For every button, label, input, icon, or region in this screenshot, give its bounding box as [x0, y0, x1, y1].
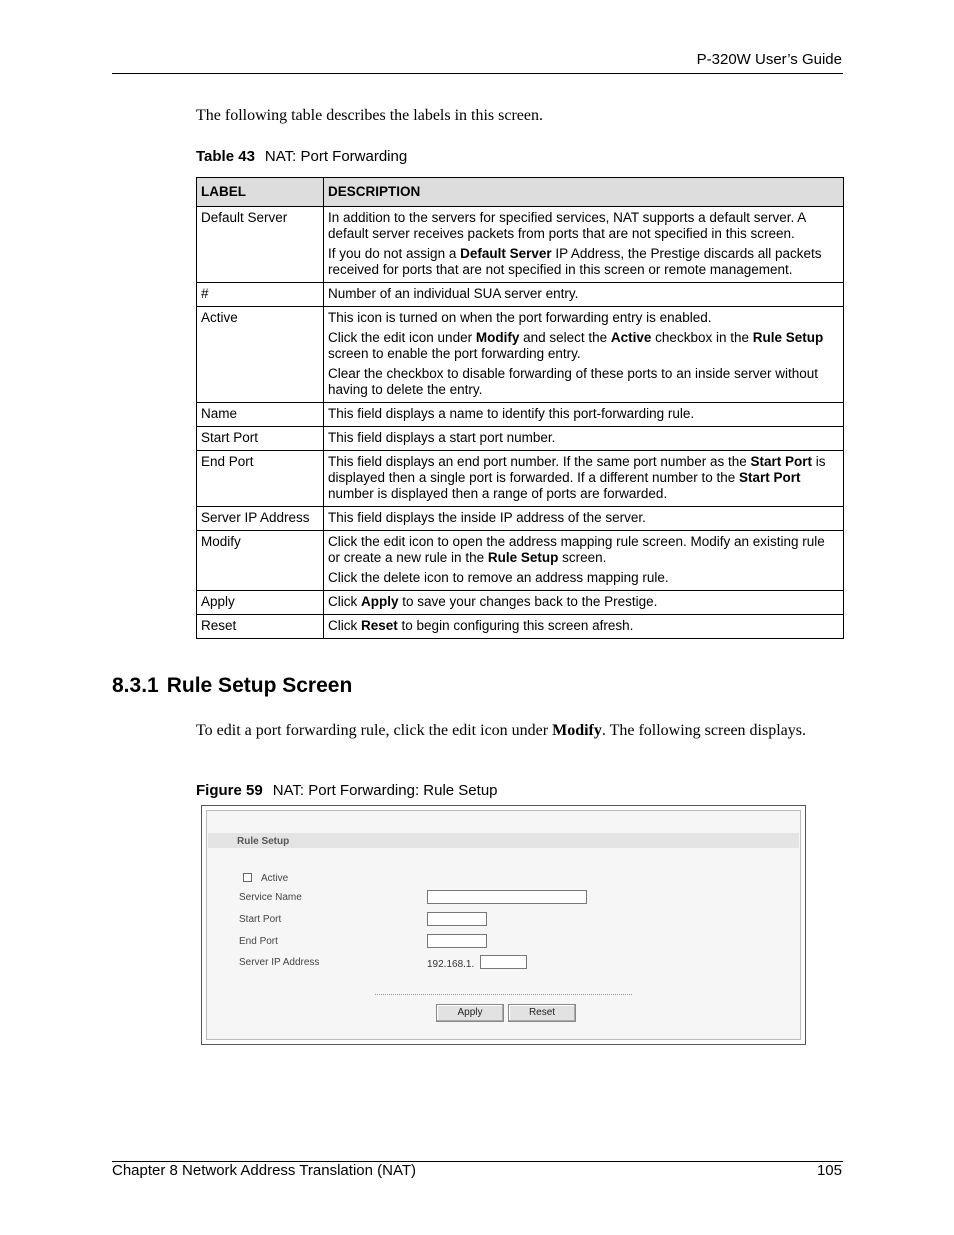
table-row-description: [324, 427, 844, 451]
table-caption-number: Table 43: [196, 148, 255, 165]
service-name-label: Service Name: [239, 892, 302, 903]
dotted-separator: [375, 994, 632, 995]
description-text: Click the edit icon to open the address mapping rule screen. Modify an existing rule or create a new rule in the: [328, 534, 825, 565]
description-text: Click: [328, 618, 361, 633]
table-caption: [196, 148, 407, 165]
active-checkbox[interactable]: [243, 873, 252, 882]
section-heading: [112, 674, 352, 698]
description-paragraph: [328, 618, 839, 634]
label-column-header: LABEL: [197, 178, 324, 207]
description-text: Click: [328, 594, 361, 609]
table-row-label: Apply: [197, 591, 324, 615]
apply-button[interactable]: Apply: [436, 1004, 504, 1022]
reset-button[interactable]: Reset: [508, 1004, 576, 1022]
end-port-input[interactable]: [427, 934, 487, 948]
footer-chapter: Chapter 8 Network Address Translation (NAT): [112, 1162, 417, 1179]
table-row: [197, 207, 844, 283]
description-text: Click the delete icon to remove an address mapping rule.: [328, 570, 669, 585]
description-paragraph: [328, 510, 839, 526]
description-paragraph: [328, 534, 839, 566]
body-text-part: . The following screen displays.: [601, 722, 806, 739]
start-port-input[interactable]: [427, 912, 487, 926]
figure-caption: [196, 782, 498, 799]
body-text-bold: Modify: [552, 722, 602, 739]
table-row-label: End Port: [197, 451, 324, 507]
description-bold-term: Apply: [361, 594, 399, 609]
table-row: [197, 615, 844, 639]
table-caption-title: NAT: Port Forwarding: [264, 148, 408, 165]
footer-page-number: 105: [816, 1162, 842, 1179]
description-text: to begin configuring this screen afresh.: [397, 618, 634, 633]
table-body: [197, 207, 844, 639]
description-bold-term: Reset: [361, 618, 398, 633]
description-text: This field displays a start port number.: [328, 430, 556, 445]
table-row-label: Active: [197, 307, 324, 403]
description-bold-term: Rule Setup: [752, 330, 824, 345]
table-row-label: Modify: [197, 531, 324, 591]
description-text: If you do not assign a: [328, 246, 461, 261]
description-paragraph: [328, 570, 839, 586]
description-text: number is displayed then a range of ports are forwarded.: [328, 486, 668, 501]
description-text: is displayed then a single port is forwarded. If a different number to the: [328, 454, 826, 485]
table-row: [197, 591, 844, 615]
section-title: Rule Setup Screen: [166, 674, 353, 697]
description-text: This field displays a name to identify this port-forwarding rule.: [328, 406, 695, 421]
description-bold-term: Default Server: [460, 246, 552, 261]
section-number: 8.3.1: [112, 674, 159, 697]
table-row-label: Default Server: [197, 207, 324, 283]
description-paragraph: [328, 406, 839, 422]
table-row: [197, 507, 844, 531]
description-bold-term: Modify: [475, 330, 520, 345]
section-body-text: [196, 720, 836, 741]
description-paragraph: [328, 286, 839, 302]
description-paragraph: [328, 310, 839, 326]
table-row-description: [324, 531, 844, 591]
description-text: In addition to the servers for specified services, NAT supports a default server. A default server receives packets from ports that are not specified in this screen.: [328, 210, 806, 241]
description-text: Number of an individual SUA server entry.: [328, 286, 579, 301]
table-row-description: [324, 615, 844, 639]
description-bold-term: Start Port: [750, 454, 812, 469]
table-row-description: [324, 307, 844, 403]
table-row-description: [324, 451, 844, 507]
description-paragraph: [328, 430, 839, 446]
description-paragraph: [328, 366, 839, 398]
description-text: Clear the checkbox to disable forwarding of these ports to an inside server without having to delete the entry.: [328, 366, 819, 397]
description-bold-term: Active: [610, 330, 652, 345]
table-row: [197, 403, 844, 427]
description-text: screen.: [558, 550, 607, 565]
description-text: checkbox in the: [651, 330, 753, 345]
rule-setup-title: Rule Setup: [237, 836, 290, 847]
description-text: This field displays the inside IP address of the server.: [328, 510, 646, 525]
description-text: to save your changes back to the Prestige.: [398, 594, 658, 609]
description-text: IP Address, the Prestige discards all packets received for ports that are not specified in this screen or remote management.: [328, 246, 822, 277]
description-text: This icon is turned on when the port forwarding entry is enabled.: [328, 310, 712, 325]
body-text-part: To edit a port forwarding rule, click the edit icon under: [196, 722, 553, 739]
description-paragraph: [328, 330, 839, 362]
rule-setup-title-bar: [208, 833, 799, 848]
description-bold-term: Start Port: [739, 470, 801, 485]
description-bold-term: Rule Setup: [487, 550, 559, 565]
description-text: and select the: [519, 330, 611, 345]
description-paragraph: [328, 454, 839, 502]
table-row: [197, 531, 844, 591]
active-label: Active: [261, 873, 289, 884]
table-row-description: [324, 591, 844, 615]
description-paragraph: [328, 210, 839, 242]
description-text: Click the edit icon under: [328, 330, 476, 345]
description-text: This field displays an end port number. If the same port number as the: [328, 454, 751, 469]
table-row-label: Server IP Address: [197, 507, 324, 531]
table-row-label: Start Port: [197, 427, 324, 451]
labels-table: [196, 177, 844, 639]
server-ip-last-octet-input[interactable]: [480, 955, 527, 969]
rule-setup-screenshot: [201, 805, 806, 1045]
table-row: [197, 307, 844, 403]
table-row: [197, 451, 844, 507]
end-port-label: End Port: [239, 936, 278, 947]
figure-caption-number: Figure 59: [196, 782, 263, 799]
start-port-label: Start Port: [239, 914, 282, 925]
server-ip-label: Server IP Address: [239, 957, 320, 968]
table-row-label: Reset: [197, 615, 324, 639]
header-rule: [112, 73, 843, 74]
table-row-description: [324, 403, 844, 427]
running-header: P-320W User’s Guide: [696, 51, 842, 68]
rule-setup-panel: [206, 810, 801, 1040]
table-header-row: [197, 178, 844, 207]
table-row-description: [324, 283, 844, 307]
table-row: [197, 283, 844, 307]
table-row: [197, 427, 844, 451]
service-name-input[interactable]: [427, 890, 587, 904]
intro-text: The following table describes the labels in this screen.: [196, 107, 544, 124]
description-paragraph: [328, 246, 839, 278]
table-row-label: #: [197, 283, 324, 307]
description-text: screen to enable the port forwarding entry.: [328, 346, 581, 361]
table-row-label: Name: [197, 403, 324, 427]
figure-caption-title: NAT: Port Forwarding: Rule Setup: [272, 782, 498, 799]
description-column-header: DESCRIPTION: [324, 178, 844, 207]
table-row-description: [324, 207, 844, 283]
description-paragraph: [328, 594, 839, 610]
table-row-description: [324, 507, 844, 531]
server-ip-prefix: 192.168.1.: [427, 959, 475, 970]
